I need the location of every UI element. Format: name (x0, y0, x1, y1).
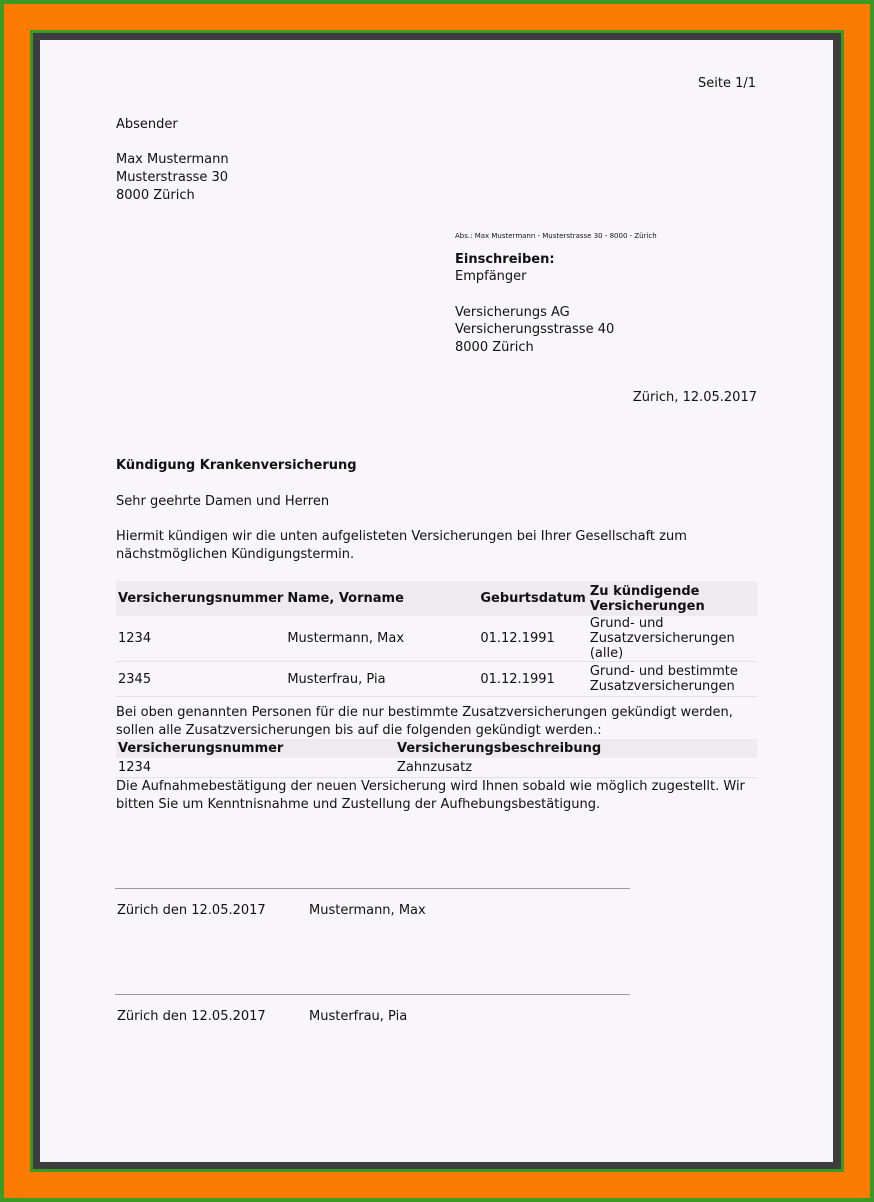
closing-paragraph: Die Aufnahmebestätigung der neuen Versicherung wird Ihnen sobald wie möglich zugestellt. Wir bitten Sie um Kenntnisnahme und Zustellung der Aufhebungsbestätigung. (116, 779, 745, 812)
salutation: Sehr geehrte Damen und Herren (116, 494, 330, 509)
signature-name: Mustermann, Max (309, 903, 426, 918)
table-cell: 01.12.1991 (478, 616, 588, 662)
signature-line (115, 994, 630, 995)
table-cell: Zahnzusatz (395, 758, 757, 777)
column-header: Name, Vorname (285, 581, 478, 616)
sender-street: Musterstrasse 30 (116, 170, 229, 185)
table-row (116, 616, 757, 662)
table-row (116, 758, 757, 777)
column-header: Geburtsdatum (478, 581, 588, 616)
column-header: Versicherungsnummer (116, 739, 395, 758)
cancellation-table (116, 581, 757, 697)
signature-name: Musterfrau, Pia (309, 1009, 408, 1024)
intro-paragraph: Hiermit kündigen wir die unten aufgelisteten Versicherungen bei Ihrer Gesellschaft zum nächstmöglichen Kündigungstermin. (116, 529, 687, 562)
return-address-line: Abs.: Max Mustermann - Musterstrasse 30 - 8000 - Zürich (455, 232, 657, 240)
registered-mail-label: Einschreiben: (455, 252, 555, 267)
table-header-row (116, 581, 757, 616)
table-cell: 01.12.1991 (478, 662, 588, 697)
recipient-company: Versicherungs AG (455, 305, 570, 320)
letter-page (40, 40, 833, 1162)
page-number: Seite 1/1 (697, 76, 756, 91)
table-cell: 1234 (116, 616, 285, 662)
signature-place-date: Zürich den 12.05.2017 (117, 903, 266, 918)
signature-line (115, 888, 630, 889)
table-cell: Mustermann, Max (285, 616, 478, 662)
signature-place-date: Zürich den 12.05.2017 (117, 1009, 266, 1024)
column-header: Zu kündigende Versicherungen (588, 581, 757, 616)
table-cell: Musterfrau, Pia (285, 662, 478, 697)
sender-heading: Absender (116, 117, 178, 132)
table-cell: 2345 (116, 662, 285, 697)
table-cell: Grund- und bestimmte Zusatzversicherungen (588, 662, 757, 697)
table-cell: 1234 (116, 758, 395, 777)
place-date: Zürich, 12.05.2017 (632, 390, 757, 405)
recipient-heading: Empfänger (455, 269, 527, 284)
subject-line: Kündigung Krankenversicherung (116, 458, 357, 473)
column-header: Versicherungsbeschreibung (395, 739, 757, 758)
sender-name: Max Mustermann (116, 152, 229, 167)
table-cell: Grund- und Zusatzversicherungen (alle) (588, 616, 757, 662)
partial-cancellation-note: Bei oben genannten Personen für die nur bestimmte Zusatzversicherungen gekündigt werden, sollen alle Zusatzversicherungen bis auf die folgenden gekündigt werden.: (116, 705, 733, 738)
exceptions-table (116, 739, 757, 778)
sender-city: 8000 Zürich (116, 188, 195, 203)
recipient-city: 8000 Zürich (455, 340, 534, 355)
table-row (116, 662, 757, 697)
column-header: Versicherungsnummer (116, 581, 285, 616)
recipient-street: Versicherungsstrasse 40 (455, 322, 615, 337)
table-header-row (116, 739, 757, 758)
